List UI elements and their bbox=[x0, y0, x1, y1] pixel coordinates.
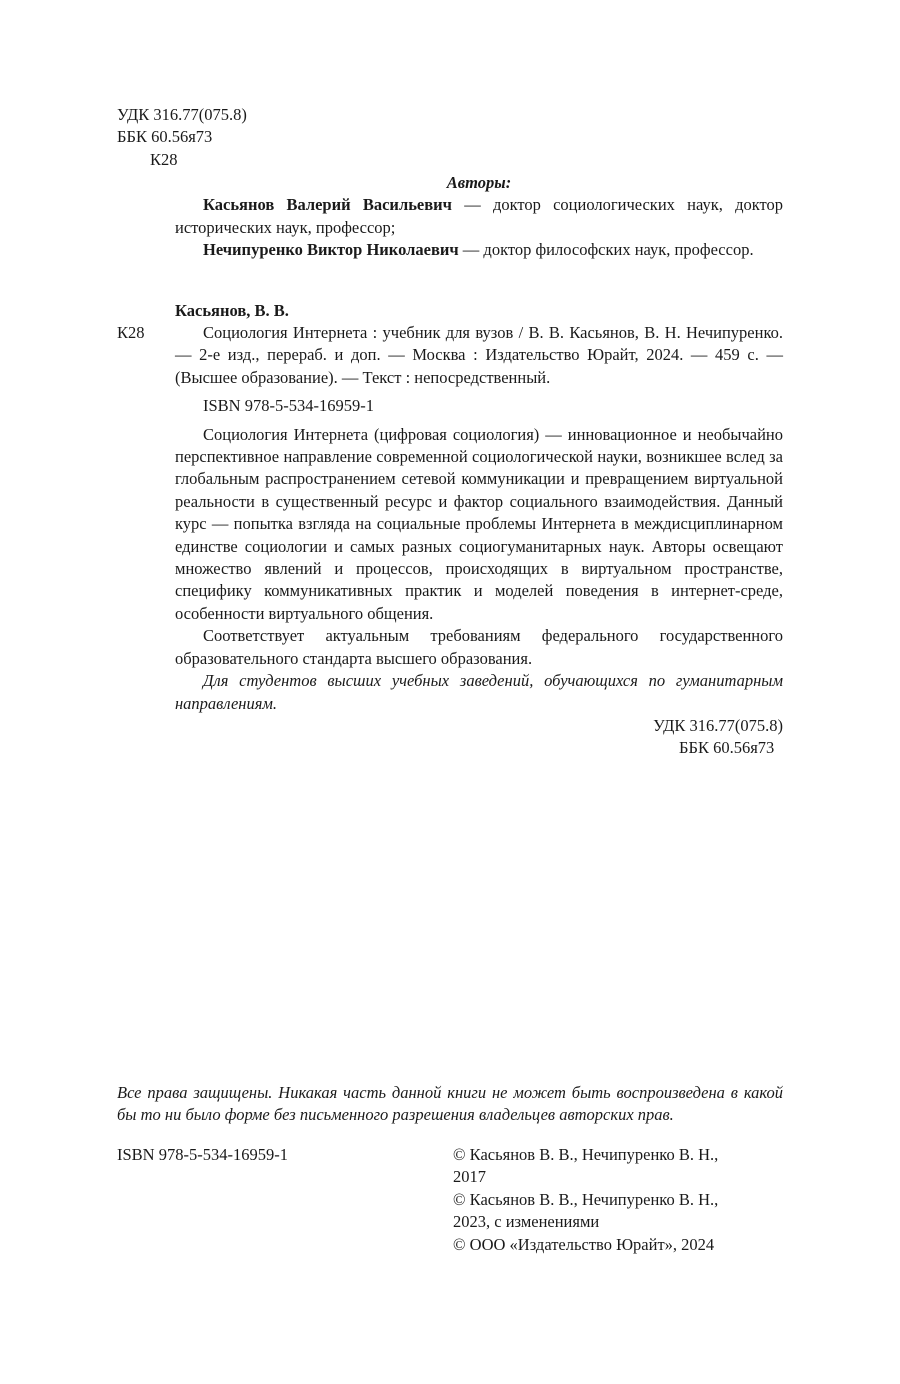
bbk-code: ББК 60.56я73 bbox=[117, 127, 213, 147]
rights-notice: Все права защищены. Никакая часть данной книги не может быть воспроизведена в какой бы то ни было форме без письменного разрешения владельцев авторских прав. bbox=[117, 1083, 783, 1125]
record-isbn: ISBN 978-5-534-16959-1 bbox=[203, 396, 374, 416]
author-entry bbox=[175, 239, 783, 261]
copyright-line: © ООО «Издательство Юрайт», 2024 bbox=[453, 1234, 715, 1254]
copyright-line: © Касьянов В. В., Нечипуренко В. Н., 2023, с изменениями bbox=[453, 1189, 719, 1232]
record-udk: УДК 316.77(075.8) bbox=[653, 715, 783, 735]
author-name: Касьянов Валерий Васильевич bbox=[203, 195, 452, 215]
author-desc: — доктор социологических наук, доктор исторических наук, профессор; bbox=[175, 195, 784, 237]
record-bbk: ББК 60.56я73 bbox=[679, 738, 775, 758]
author-name: Нечипуренко Виктор Николаевич bbox=[203, 240, 459, 260]
footer-isbn: ISBN 978-5-534-16959-1 bbox=[117, 1145, 288, 1164]
record-bbk-wrap bbox=[175, 737, 784, 759]
udk-code: УДК 316.77(075.8) bbox=[117, 105, 247, 124]
author-desc: — доктор философских наук, профессор. bbox=[458, 240, 754, 260]
main-author-name: Касьянов, В. В. bbox=[175, 301, 289, 320]
bibliographic-description: Социология Интернета : учебник для вузов / В. В. Касьянов, В. Н. Нечипуренко. — 2-е изд., перераб. и доп. — Москва : Издательство Юрайт, 2024. — 459 с. — (Высшее образование). — Текст : непосредственный. bbox=[175, 323, 783, 387]
record-body bbox=[175, 322, 783, 760]
author-entry bbox=[175, 194, 783, 239]
audience-note: Для студентов высших учебных заведений, обучающихся по гуманитарным направлениям. bbox=[175, 671, 783, 713]
copyright-line: © Касьянов В. В., Нечипуренко В. Н., 2017 bbox=[453, 1145, 719, 1187]
record-author-mark: К28 bbox=[117, 323, 145, 342]
author-mark: К28 bbox=[150, 149, 178, 169]
authors-section bbox=[175, 172, 783, 262]
main-author bbox=[175, 300, 783, 322]
header-codes bbox=[117, 104, 247, 171]
abstract: Социология Интернета (цифровая социология) — инновационное и необычайно перспективное направление современной социологической науки, возникшее вслед за глобальным распространением сетевой коммуникации и превращением виртуальной реальности в существенный ресурс и фактор социального взаимодействия. Данный курс — попытка взгляда на социальные проблемы Интернета в междисциплинарном единстве социологии и самых разных социогуманитарных наук. Авторы освещают множество явлений и процессов, происходящих в виртуальном пространстве, специфику коммуникативных практик и моделей поведения в интернет-среде, особенности виртуального общения. bbox=[175, 424, 783, 623]
copyright-list bbox=[453, 1144, 753, 1256]
standard-note: Соответствует актуальным требованиям федерального государственного образовательного стандарта высшего образования. bbox=[175, 626, 783, 668]
authors-heading: Авторы: bbox=[446, 173, 512, 192]
